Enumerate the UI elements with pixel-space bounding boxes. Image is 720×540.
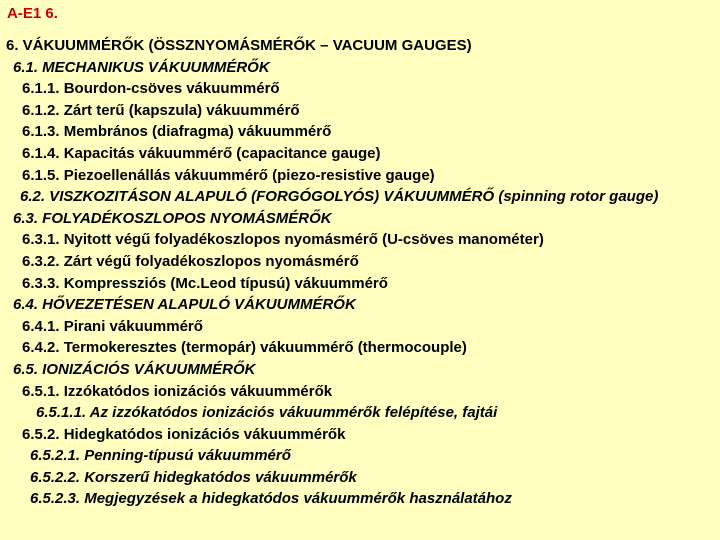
outline-item-section: 6.1. MECHANIKUS VÁKUUMMÉRŐK bbox=[13, 58, 270, 76]
outline-item-subsubsection: 6.5.2.1. Penning-típusú vákuummérő bbox=[30, 447, 291, 465]
outline-item-subsection: 6.4.1. Pirani vákuummérő bbox=[22, 317, 203, 335]
slide-label: A-E1 bbox=[7, 5, 42, 22]
outline-item-subsection: 6.3.1. Nyitott végű folyadékoszlopos nyomásmérő (U-csöves manométer) bbox=[22, 231, 544, 249]
outline-item-subsection: 6.5.2. Hidegkatódos ionizációs vákuummérők bbox=[22, 425, 346, 443]
outline-item-section: 6.2. VISZKOZITÁSON ALAPULÓ (FORGÓGOLYÓS) VÁKUUMMÉRŐ (spinning rotor gauge) bbox=[20, 188, 659, 206]
outline-item-subsection: 6.1.3. Membrános (diafragma) vákuummérő bbox=[22, 123, 332, 141]
outline-item-section: 6.3. FOLYADÉKOSZLOPOS NYOMÁSMÉRŐK bbox=[13, 209, 332, 227]
outline-item-subsection: 6.1.2. Zárt terű (kapszula) vákuummérő bbox=[22, 101, 300, 119]
outline-item-subsection: 6.3.3. Kompressziós (Mc.Leod típusú) vákuummérő bbox=[22, 274, 388, 292]
outline-item-subsection: 6.1.4. Kapacitás vákuummérő (capacitance gauge) bbox=[22, 144, 381, 162]
outline-item-subsubsection: 6.5.2.3. Megjegyzések a hidegkatódos vákuummérők használatához bbox=[30, 490, 512, 508]
outline-item-chapter: 6. VÁKUUMMÉRŐK (ÖSSZNYOMÁSMÉRŐK – VACUUM GAUGES) bbox=[6, 37, 472, 54]
outline-item-subsection: 6.5.1. Izzókatódos ionizációs vákuummérők bbox=[22, 382, 333, 400]
outline-item-subsection: 6.1.5. Piezoellenállás vákuummérő (piezo-resistive gauge) bbox=[22, 166, 435, 184]
outline-item-subsubsection: 6.5.1.1. Az izzókatódos ionizációs vákuummérők felépítése, fajtái bbox=[36, 404, 498, 422]
outline-item-section: 6.4. HŐVEZETÉSEN ALAPULÓ VÁKUUMMÉRŐK bbox=[13, 296, 356, 314]
outline-item-section: 6.5. IONIZÁCIÓS VÁKUUMMÉRŐK bbox=[13, 360, 256, 378]
outline-item-subsubsection: 6.5.2.2. Korszerű hidegkatódos vákuummérők bbox=[30, 468, 357, 486]
slide-header bbox=[7, 5, 58, 22]
outline-item-subsection: 6.4.2. Termokeresztes (termopár) vákuummérő (thermocouple) bbox=[22, 339, 467, 357]
outline-list bbox=[6, 35, 712, 510]
outline-item-subsection: 6.1.1. Bourdon-csöves vákuummérő bbox=[22, 80, 280, 98]
outline-item-subsection: 6.3.2. Zárt végű folyadékoszlopos nyomásmérő bbox=[22, 252, 359, 270]
slide-number: 6. bbox=[45, 5, 58, 22]
